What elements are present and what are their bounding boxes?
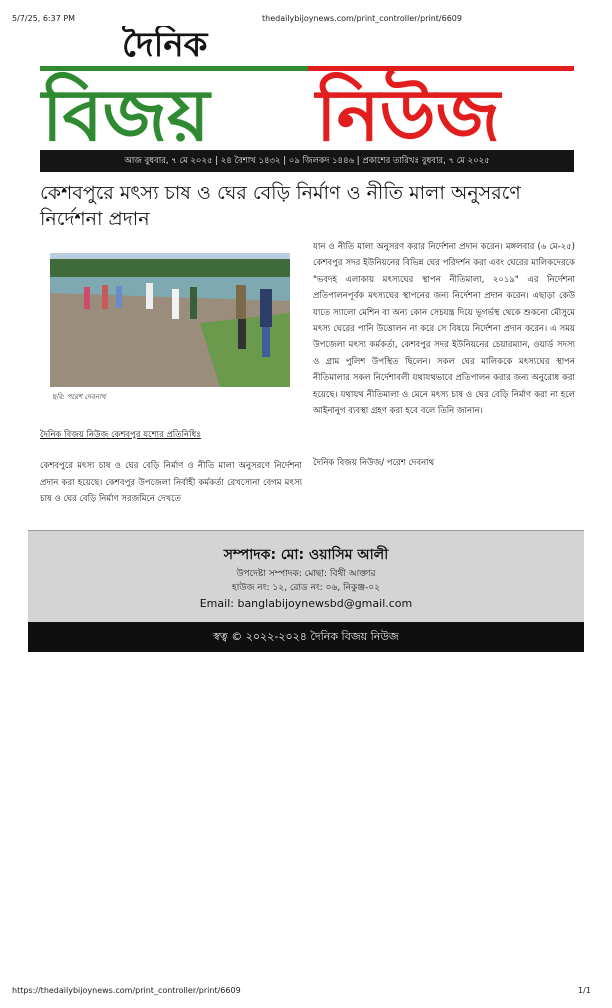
logo-red-bar [308, 66, 574, 71]
copyright-bar: স্বত্ব © ২০২২-২০২৪ দৈনিক বিজয় নিউজ [28, 622, 584, 652]
print-footer-url: https://thedailybijoynews.com/print_controller/print/6609 [12, 986, 241, 995]
article-photo [50, 253, 290, 387]
logo-word-news: নিউজ [316, 73, 501, 150]
office-address: হাউজ নং: ১২, রোড নং: ০৬, নিকুঞ্জ-০২ [232, 583, 380, 593]
article-body-left: কেশবপুরে মৎস্য চাষ ও ঘের বেড়ি নির্মাণ ও নীতি মালা অনুসরণে নির্দেশনা প্রদান করা হয়েছে। কেশবপুর উপজেলা নির্বাহী কর্মকর্তা রেখসোনা বেগম মৎস্য চাষ ও ঘের বেড়ি নির্মাণ সরজমিনে দেখতে [40, 461, 302, 504]
newspaper-logo [40, 26, 576, 150]
contact-email: Email: banglabijoynewsbd@gmail.com [199, 597, 413, 610]
article-body-right: যান ও নীতি মালা অনুসরণ করার নির্দেশনা প্রদান করেন। মঙ্গলবার (৬ মে-২৫) কেশবপুর সদর ইউনিয়নের বিভিন্ন ঘের পরিদর্শন করা এবং ঘেরের মালিকদেরকে "ভবদহ এলাকায় মৎস্যঘের স্থাপন নীতিমালা, ২০১৯" এর নির্দেশনা প্রতিপালনপূর্বক মৎস্যঘের স্থাপনের জন্য নির্দেশনা প্রদান করেন। এছাড়া কেউ যাতে স্যালো মেশিন বা অন্য কোন সেচযন্ত্র দিয়ে ভূগর্ভস্থ থেকে শুকনো মৌসুমে মৎস্য ঘেরের পানি উত্তোলন না করে সে বিষয়ে নির্দেশনা প্রদান করেন। এ সময় উপজেলা মৎস্য কর্মকর্তা, কেশবপুর সদর ইউনিয়নের চেয়ারম্যান, ওয়ার্ড সদস্য ও গ্রাম পুলিশ উপস্থিত ছিলেন। সকল ঘের মালিককে মৎস্যঘের স্থাপন নীতিমালার সকল নির্দেশাবলী যথাযথভাবে প্রতিপালন করার জন্য অনুরোধ করা হয়েছে। যথাযথ নীতিমালা ও মেনে মৎস্য চাষ ও ঘের বেড়ি নির্মাণ করা না হলে আইনানুগ ব্যবস্থা গ্রহণ করা হবে বলে তিনি জানান। [313, 242, 575, 417]
article-headline: কেশবপুরে মৎস্য চাষ ও ঘের বেড়ি নির্মাণ ও নীতি মালা অনুসরণে নির্দেশনা প্রদান [40, 182, 521, 230]
print-datetime: 5/7/25, 6:37 PM [12, 14, 76, 23]
editor-name: সম্পাদক: মো: ওয়াসিম আলী [223, 547, 389, 563]
print-header-url: thedailybijoynews.com/print_controller/print/6609 [262, 14, 462, 23]
photo-caption: ছবি: পরেশ দেবনাথ [52, 393, 106, 401]
photo-treeline [50, 259, 290, 277]
reporter-line: দৈনিক বিজয় নিউজ কেশবপুর যশোর প্রতিনিধিঃ [40, 430, 201, 440]
advisor-editor: উপদেষ্টা সম্পাদক: মোছা: বিথী আক্তার [236, 569, 376, 579]
article-signoff: দৈনিক বিজয় নিউজ/ পরেশ দেবনাথ [313, 458, 435, 468]
logo-word-doinik: দৈনিক [122, 26, 208, 65]
site-footer [28, 530, 584, 623]
print-page-count: 1/1 [578, 986, 591, 995]
date-bar: আজ বুধবার, ৭ মে ২০২৫ | ২৪ বৈশাখ ১৪৩২ | ০৯ জিলকদ ১৪৪৬ | প্রকাশের তারিখঃ বুধবার, ৭ মে ২০২৫ [40, 150, 574, 172]
logo-green-bar [40, 66, 308, 71]
logo-word-bijoy: বিজয় [42, 73, 210, 150]
